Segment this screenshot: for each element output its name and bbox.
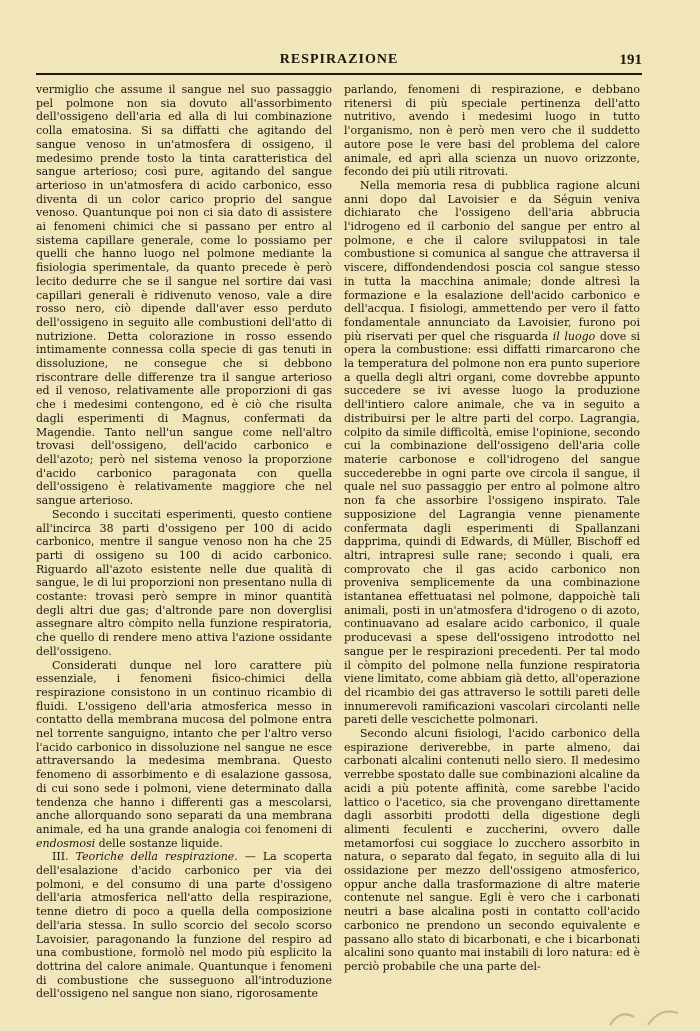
paragraph-text: dove si opera la combustione: essi diffatti rimarcarono che la temperatura del polmone non era punto superiore a quella degli altri organi, come dovrebbe appunto succedere se ivi avesse luogo la produzione dell'intiero calore animale, che va in seguito a distribuirsi per le altre parti del corpo. Lagrangia, colpito da simile difficoltà, emise l'opinione, secondo cui la combinazione dell'ossigeno dell'aria colle materie carbonose e coll'idrogeno del sangue succederebbe in ogni parte ove circola il sangue, il quale nel suo passaggio per entro al polmone altro non fa che assorbire l'ossigeno inspirato. Tale supposizione del Lagrangia venne pienamente confermata dagli esperimenti di Spallanzani dapprima, quindi di Edwards, di Müller, Bischoff ed altri, intrapresi sulle rane; secondo i quali, era comprovato che il gas acido carbonico non proveniva semplicemente da una combinazione istantanea effettuatasi nel polmone, dappoichè tali animali, posti in un'atmosfera d'idrogeno o di azoto, continuavano ad esalare acido carbonico, il quale producevasi a spese dell'ossigeno introdotto nel sangue per le respirazioni precedenti. Per tal modo il còmpito del polmone nella funzione respiratoria viene limitato, come abbiam già detto, all'operazione del ricambio dei gas attraverso le sottili pareti delle innumerevoli ramificazioni vascolari circolanti nelle pareti delle vescichette polmonari. — [344, 329, 640, 727]
paragraph: Secondo alcuni fisiologi, l'acido carbonico della espirazione deriverebbe, in parte almeno, dai carbonati alcalini contenuti nello siero. Il medesimo verrebbe spostato dalle sue combinazioni alcaline da acidi a più potente affinità, come sarebbe l'acido lattico o l'acetico, sia che provengano direttamente dagli assorbiti prodotti della digestione degli alimenti feculenti e zuccherini, ovvero dalle metamorfosi cui soggiace lo zucchero assorbito in natura, o separato dal fegato, in seguito alla di lui ossidazione per mezzo dell'ossigeno atmosferico, oppur anche dalla trasformazione di altre materie contenute nel sangue. Egli è vero che i carbonati neutri a base alcalina posti in contatto coll'acido carbonico ne prendono un secondo equivalente e passano allo stato di bicarbonati, e che i bicarbonati alcalini sono quanto mai instabili di loro natura: ed è perciò probabile che una parte del- — [344, 727, 640, 973]
scanner-watermark-icon — [600, 1005, 690, 1027]
paragraph-text: — La scoperta dell'esalazione d'acido carbonico per via dei polmoni, e del consumo di una parte d'ossigeno dell'aria atmosferica nell'atto della respirazione, tenne dietro di poco a quella della composizione dell'aria stessa. In sullo scorcio del secolo scorso Lavoisier, paragonando la funzione del respiro ad una combustione, formolò nel modo più esplicito la dottrina del calore animale. Quantunque i fenomeni di combustione che susseguono all'introduzione dell'ossigeno nel sangue non siano, rigorosamente — [36, 850, 332, 1001]
paragraph: parlando, fenomeni di respirazione, e debbano ritenersi di più speciale pertinenza dell'atto nutritivo, avendo i medesimi luogo in tutto l'organismo, non è però men vero che il suddetto autore pose le vere basi del problema del calore animale, ed aprì alla scienza un nuovo orizzonte, fecondo dei più utili ritrovati. — [344, 83, 640, 179]
section-paragraph — [36, 850, 332, 1001]
paragraph-text: delle sostanze liquide. — [95, 836, 223, 850]
header-rule — [36, 73, 642, 75]
paragraph — [344, 179, 640, 727]
running-title: RESPIRAZIONE — [279, 52, 399, 67]
paragraph: Secondo i succitati esperimenti, questo contiene all'incirca 38 parti d'ossigeno per 100 di acido carbonico, mentre il sangue venoso non ha che 25 parti di ossigeno su 100 di acido carbonico. Riguardo all'azoto esistente nelle due qualità di sangue, le di lui proporzioni non presentano nulla di costante: trovasi però sempre in minor quantità degli altri due gas; d'altronde pare non doverglisi assegnare altro còmpito nella funzione respiratoria, che quello di rendere meno attiva l'azione ossidante dell'ossigeno. — [36, 507, 332, 658]
section-number: III. — [52, 850, 69, 864]
italic-term: il luogo — [552, 329, 596, 343]
paragraph-text: Considerati dunque nel loro carattere più essenziale, i fenomeni fisico-chimici della respirazione consistono in un continuo ricambio di fluidi. L'ossigeno dell'aria atmosferica messo in contatto della membrana mucosa del polmone entra nel torrente sanguigno, intanto che per l'altro verso l'acido carbonico in dissoluzione nel sangue ne esce attraversando la medesima membrana. Questo fenomeno di assorbimento e di esalazione gassosa, di cui sono sede i polmoni, viene determinato dalla tendenza che hanno i differenti gas a mescolarsi, anche allorquando sono separati da una membrana animale, ed ha una grande analogia coi fenomeni di — [36, 658, 332, 836]
paragraph — [36, 659, 332, 851]
paragraph-text: Nella memoria resa di pubblica ragione alcuni anni dopo dal Lavoisier e da Séguin veniva dichiarato che l'ossigeno dell'aria abbrucia l'idrogeno ed il carbonio del sangue per entro al polmone, e che il calore sviluppatosi in tale combustione si comunica al sangue che attraversa il viscere, diffondendendosi poscia col sangue stesso in tutta la macchina animale; donde altresì la formazione e la esalazione dell'acido carbonico e dell'acqua. I fisiologi, ammettendo per vero il fatto fondamentale annunciato da Lavoisier, furono poi più riservati per quel che risguarda — [344, 178, 640, 343]
left-column — [36, 83, 332, 1003]
right-column — [344, 83, 640, 1003]
section-title: Teoriche della respirazione. — [75, 850, 238, 864]
running-header — [36, 52, 642, 72]
paragraph: vermiglio che assume il sangue nel suo passaggio pel polmone non sia dovuto all'assorbimento dell'ossigeno dell'aria ed alla di lui combinazione colla ematosina. Si sa diffatti che agitando del sangue venoso in un'atmosfera di ossigeno, il medesimo prende tosto la tinta caratteristica del sangue arterioso; così pure, agitando del sangue arterioso in un'atmosfera di acido carbonico, esso diventa di un color carico proprio del sangue venoso. Quantunque poi non ci sia dato di assistere ai fenomeni chimici che si passano per entro al sistema capillare generale, come lo possiamo per quelli che hanno luogo nel polmone mediante la fisiologia sperimentale, da quanto precede è però lecito dedurre che se il sangue nel sortire dai vasi capillari generali è ridivenuto venoso, vale a dire rosso nero, ciò dipende dall'aver esso perduto dell'ossigeno in seguito alle combustioni dell'atto di nutrizione. Detta colorazione in rosso essendo intimamente connessa colla specie di gas tenuti in dissoluzione, ne consegue che si debbono riscontrare delle differenze tra il sangue arterioso ed il venoso, relativamente alle proporzioni di gas che i medesimi contengono, ed è ciò che risulta dagli esperimenti di Magnus, confermati da Magendie. Tanto nell'un sangue come nell'altro trovasi dell'ossigeno, dell'acido carbonico e dell'azoto; però nel sistema venoso la proporzione d'acido carbonico paragonata con quella dell'ossigeno è relativamente maggiore che nel sangue arterioso. — [36, 83, 332, 508]
italic-term: endosmosi — [36, 836, 96, 850]
page-number: 191 — [619, 52, 642, 68]
